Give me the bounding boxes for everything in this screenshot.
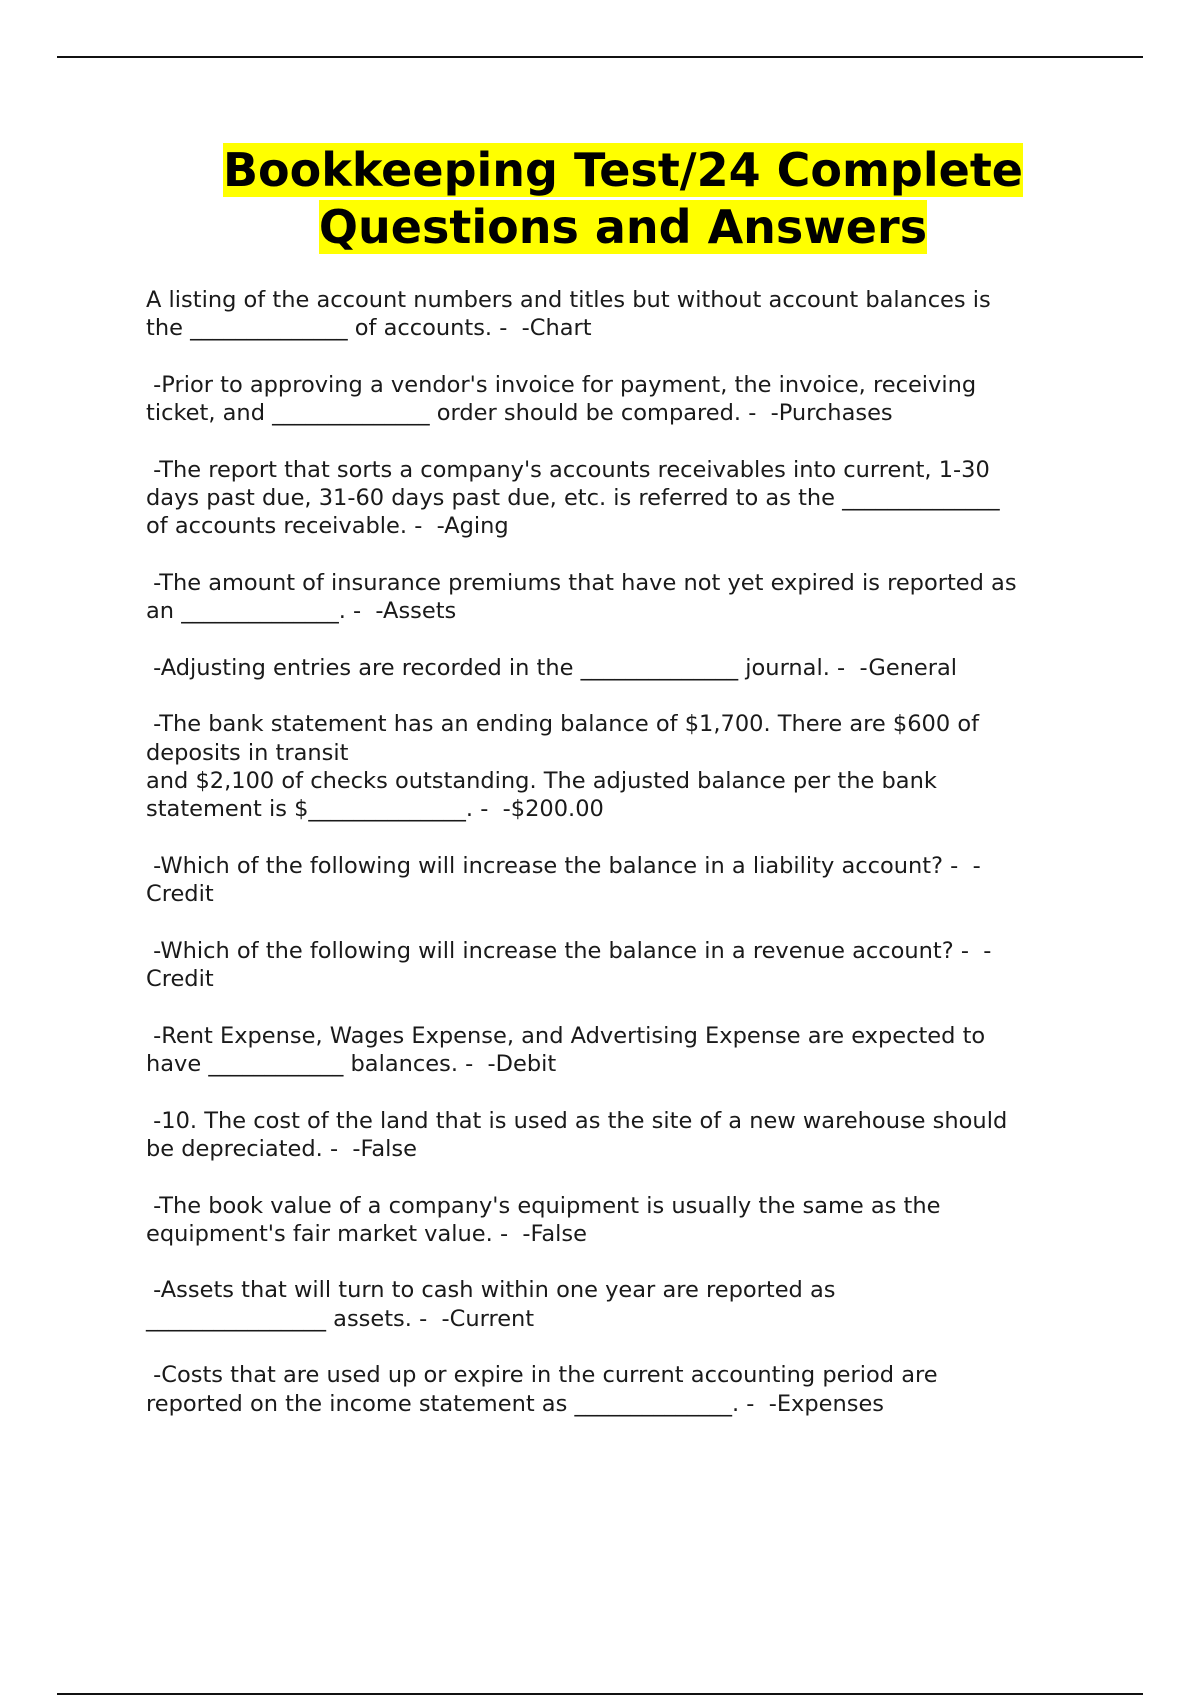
qa-item: -The book value of a company's equipment is usually the same as the equipment's fair market value. - -False (146, 1192, 941, 1247)
qa-item: -The report that sorts a company's accounts receivables into current, 1-30 days past due, 31-60 days past due, etc. is referred to as the ______________ of accounts receivable. - -Aging (146, 456, 1000, 540)
qa-item: -Adjusting entries are recorded in the ______________ journal. - -General (146, 654, 958, 681)
qa-item: -The amount of insurance premiums that have not yet expired is reported as an ______________. - -Assets (146, 569, 1017, 625)
qa-item: -Which of the following will increase the balance in a liability account? - - Credit (146, 852, 981, 908)
qa-item: -10. The cost of the land that is used as the site of a new warehouse should be depreciated. - -False (146, 1107, 1008, 1162)
title-line-2: Questions and Answers (318, 200, 928, 254)
bottom-divider (57, 1693, 1143, 1695)
qa-item: -The bank statement has an ending balance of $1,700. There are $600 of deposits in transit and $2,100 of checks outstanding. The adjusted balance per the bank statement is $______________. - -$200.00 (146, 711, 980, 823)
top-divider (57, 56, 1143, 58)
qa-item: A listing of the account numbers and titles but without account balances is the ______________ of accounts. - -Chart (146, 287, 991, 342)
qa-item: -Rent Expense, Wages Expense, and Advertising Expense are expected to have ____________ balances. - -Debit (146, 1022, 986, 1078)
title-line-1: Bookkeeping Test/24 Complete (222, 143, 1024, 197)
qa-item: -Which of the following will increase the balance in a revenue account? - - Credit (146, 937, 992, 993)
qa-item: -Prior to approving a vendor's invoice for payment, the invoice, receiving ticket, and ______________ order should be compared. - -Purchases (146, 371, 977, 427)
qa-item: -Costs that are used up or expire in the current accounting period are reported on the income statement as ______________. - -Expenses (146, 1362, 938, 1417)
qa-item: -Assets that will turn to cash within one year are reported as ________________ assets. - -Current (146, 1277, 836, 1332)
question-answer-list (146, 286, 1106, 1446)
document-title (146, 142, 1100, 256)
